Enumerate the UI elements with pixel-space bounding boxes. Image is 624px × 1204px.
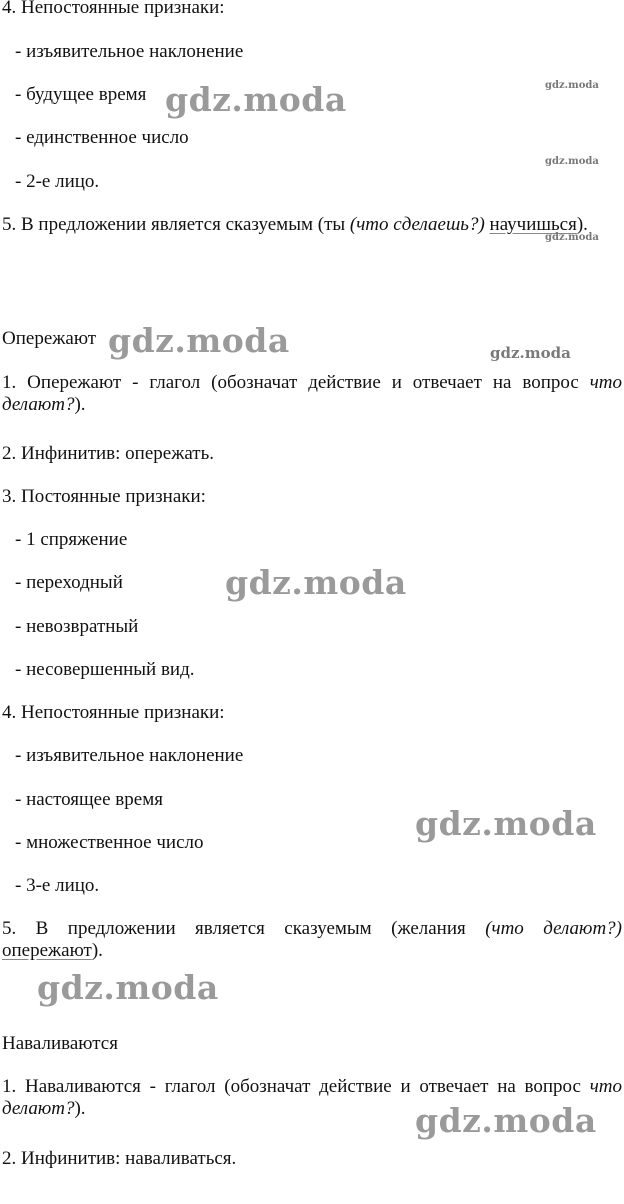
- section2-item-aspect: - несовершенный вид.: [15, 659, 195, 680]
- predicate-question: (что делают?): [485, 918, 622, 939]
- predicate-word: опережают: [2, 940, 92, 961]
- section2-item-mood: - изъявительное наклонение: [15, 745, 244, 766]
- line-1-suffix: ).: [74, 394, 86, 415]
- watermark-logo: gdz.moda: [415, 1101, 597, 1140]
- section2-nonconstant-heading: 4. Непостоянные признаки:: [2, 702, 225, 723]
- predicate-question: (что сделаешь?): [349, 214, 485, 235]
- section1-item-tense: - будущее время: [15, 84, 147, 105]
- section2-constant-heading: 3. Постоянные признаки:: [2, 486, 206, 507]
- line-1-text: 1. Опережают - глагол (обозначат действие и отвечает на вопрос: [2, 372, 590, 393]
- section3-heading: Наваливаются: [2, 1033, 118, 1054]
- watermark-logo: gdz.moda: [165, 80, 347, 119]
- section2-item-conjugation: - 1 спряжение: [15, 529, 128, 550]
- section2-item-tense: - настоящее время: [15, 789, 163, 810]
- predicate-text: 5. В предложении является сказуемым (ты: [2, 214, 350, 235]
- section2-item-reflexive: - невозвратный: [15, 616, 139, 637]
- watermark-logo: gdz.moda: [37, 968, 219, 1007]
- line-1-text: 1. Наваливаются - глагол (обозначат действие и отвечает на вопрос: [2, 1076, 590, 1097]
- section1-predicate-line: [2, 214, 622, 236]
- predicate-suffix: ).: [576, 214, 588, 235]
- watermark-small: gdz.moda: [545, 80, 599, 91]
- predicate-suffix: ).: [91, 940, 103, 961]
- section2-item-person: - 3-е лицо.: [15, 875, 100, 896]
- section2-item-number: - множественное число: [15, 832, 204, 853]
- watermark-logo: gdz.moda: [108, 321, 290, 360]
- watermark-logo: gdz.moda: [225, 563, 407, 602]
- line-1-suffix: ).: [74, 1098, 86, 1119]
- watermark-small: gdz.moda: [545, 156, 599, 167]
- line-1-question: что делают?: [2, 1076, 622, 1119]
- watermark-medium: gdz.moda: [490, 344, 571, 362]
- watermark-logo: gdz.moda: [415, 804, 597, 843]
- predicate-text: 5. В предложении является сказуемым (желания: [2, 918, 486, 939]
- section1-item-mood: - изъявительное наклонение: [15, 41, 244, 62]
- section1-nonconstant-heading: 4. Непостоянные признаки:: [2, 0, 225, 18]
- section2-item-transitive: - переходный: [15, 572, 123, 593]
- section2-infinitive: 2. Инфинитив: опережать.: [2, 443, 214, 464]
- predicate-word: научишься: [489, 214, 577, 235]
- section2-heading: Опережают: [2, 328, 97, 349]
- line-1-question: что делают?: [2, 372, 622, 415]
- section3-infinitive: 2. Инфинитив: наваливаться.: [2, 1148, 237, 1169]
- section1-item-person: - 2-е лицо.: [15, 171, 100, 192]
- section2-predicate-line: [2, 918, 622, 962]
- section1-item-number: - единственное число: [15, 127, 189, 148]
- section2-line-1: [2, 372, 622, 416]
- watermark-small: gdz.moda: [545, 232, 599, 243]
